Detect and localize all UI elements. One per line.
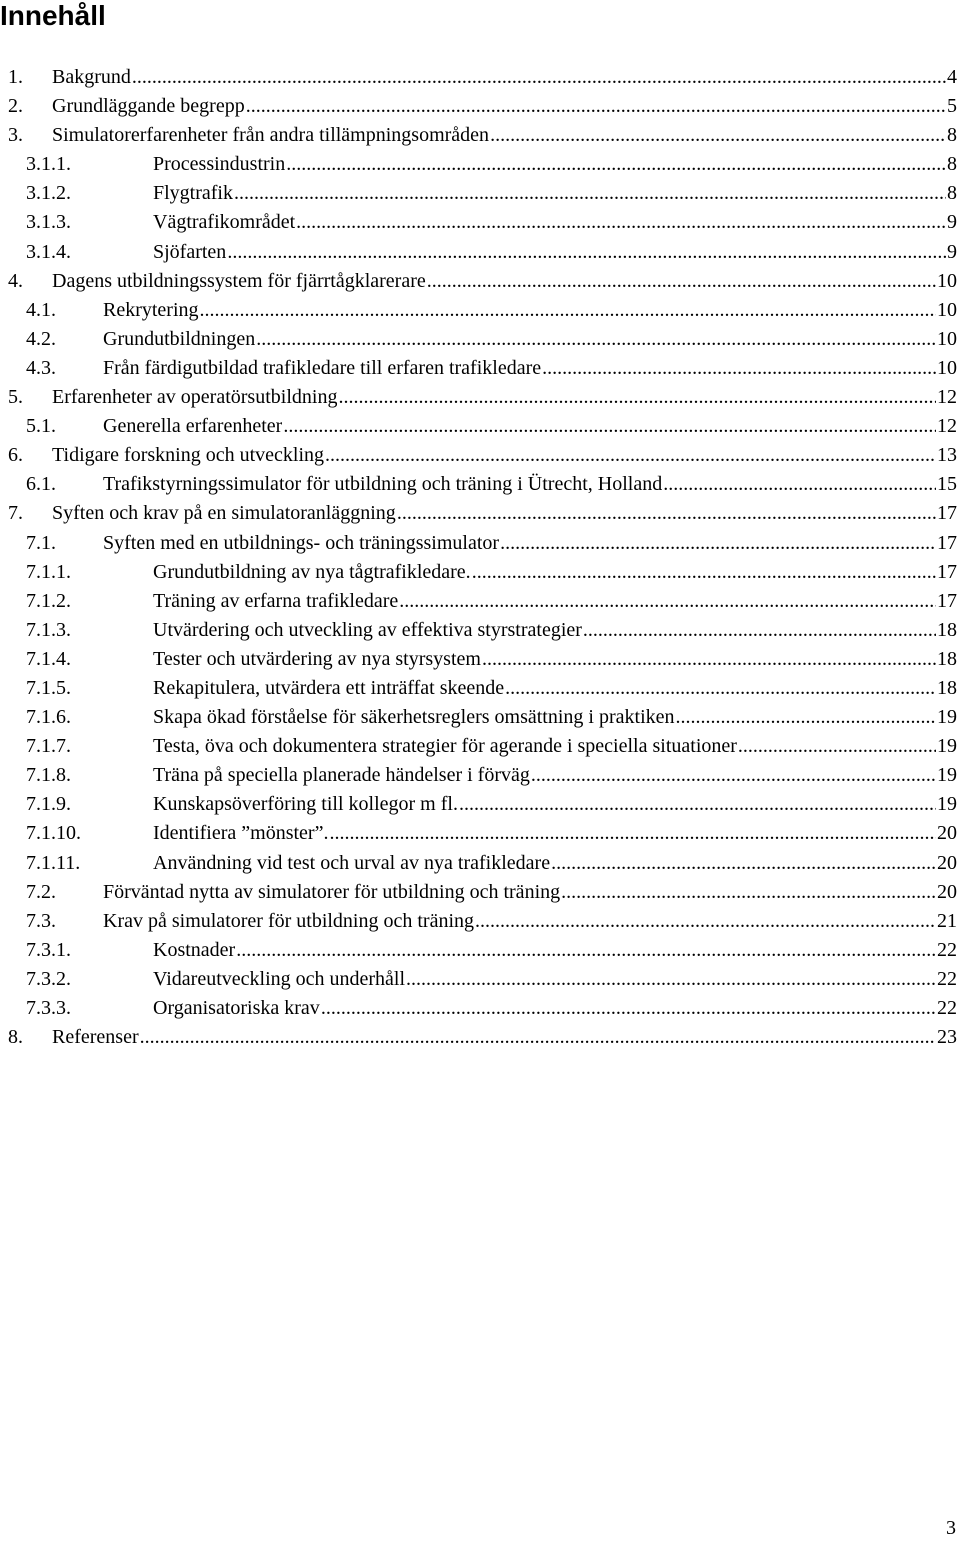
toc-entry-number: 7.3. (26, 909, 56, 932)
toc-entry-title: Syften med en utbildnings- och träningssimulator (103, 531, 500, 554)
toc-entry-page: 22 (937, 967, 957, 990)
toc-entry-page: 19 (937, 706, 957, 729)
toc-entry-title: Sjöfarten (153, 240, 227, 263)
toc-entry-number: 7.3.2. (26, 967, 71, 990)
toc-entry-number: 7.1.3. (26, 618, 71, 641)
toc-entry-number: 6. (8, 444, 23, 467)
toc-entry-number: 8. (8, 1026, 23, 1049)
toc-entry[interactable] (0, 92, 957, 121)
toc-entry-page: 8 (947, 153, 957, 176)
toc-entry-title: Flygtrafik (153, 182, 233, 205)
toc-dot-leader (256, 325, 936, 354)
toc-entry-page: 10 (937, 298, 957, 321)
toc-entry-title: Rekrytering (103, 298, 199, 321)
toc-dot-leader (561, 878, 936, 907)
toc-entry-number: 7.3.1. (26, 938, 71, 961)
toc-dot-leader (338, 383, 936, 412)
toc-entry-number: 7.1.10. (26, 822, 81, 845)
toc-entry-title: Från färdigutbildad trafikledare till erfaren trafikledare (103, 356, 542, 379)
toc-entry-page: 20 (937, 880, 957, 903)
toc-entry-page: 4 (947, 66, 957, 88)
toc-entry[interactable] (0, 325, 957, 354)
toc-dot-leader (236, 936, 936, 965)
toc-entry[interactable] (0, 267, 957, 296)
toc-entry-page: 22 (937, 938, 957, 961)
toc-entry-number: 7. (8, 502, 23, 525)
toc-entry-page: 18 (937, 647, 957, 670)
toc-entry-page: 19 (937, 793, 957, 816)
toc-entry-number: 4.3. (26, 356, 56, 379)
toc-entry-title: Grundutbildningen (103, 327, 256, 350)
toc-entry-title: Användning vid test och urval av nya trafikledare (153, 851, 551, 874)
toc-entry-title: Syften och krav på en simulatoranläggning (52, 502, 396, 525)
toc-entry[interactable] (0, 994, 957, 1023)
toc-entry[interactable] (0, 441, 957, 470)
toc-entry-page: 10 (937, 327, 957, 350)
toc-entry-title: Utvärdering och utveckling av effektiva styrstrategier (153, 618, 582, 641)
toc-dot-leader (283, 412, 936, 441)
toc-entry-number: 7.1.9. (26, 793, 71, 816)
toc-entry-number: 3.1.2. (26, 182, 71, 205)
toc-entry-page: 23 (937, 1026, 957, 1049)
toc-entry[interactable] (0, 238, 957, 267)
toc-dot-leader (505, 674, 936, 703)
toc-entry-title: Tester och utvärdering av nya styrsystem (153, 647, 481, 670)
toc-dot-leader (551, 849, 936, 878)
toc-dot-leader (227, 238, 946, 267)
toc-entry-title: Skapa ökad förståelse för säkerhetsreglers omsättning i praktiken (153, 706, 675, 729)
toc-entry-page: 17 (937, 502, 957, 525)
toc-entry-page: 10 (937, 356, 957, 379)
toc-entry-number: 7.1.6. (26, 706, 71, 729)
toc-entry[interactable] (0, 819, 957, 848)
toc-entry[interactable] (0, 732, 957, 761)
toc-entry-page: 17 (937, 531, 957, 554)
toc-entry-title: Generella erfarenheter (103, 415, 283, 438)
toc-entry[interactable] (0, 587, 957, 616)
toc-entry-title: Träning av erfarna trafikledare (153, 589, 399, 612)
toc-entry-number: 7.1.4. (26, 647, 71, 670)
toc-entry-title: Simulatorerfarenheter från andra tillämpningsområden (52, 124, 490, 147)
toc-entry-number: 4. (8, 269, 23, 292)
toc-entry-number: 6.1. (26, 473, 56, 496)
toc-entry-title: Kunskapsöverföring till kollegor m fl. (153, 793, 458, 816)
toc-dot-leader (321, 994, 936, 1023)
toc-entry-number: 4.1. (26, 298, 56, 321)
toc-entry-title: Vidareutveckling och underhåll (153, 967, 406, 990)
table-of-contents (0, 63, 957, 1052)
toc-entry-page: 19 (937, 735, 957, 758)
toc-entry-title: Referenser (52, 1026, 139, 1049)
toc-entry-title: Bakgrund (52, 66, 131, 88)
toc-dot-leader (482, 645, 936, 674)
toc-dot-leader (663, 470, 936, 499)
toc-dot-leader (427, 267, 936, 296)
toc-entry[interactable] (0, 936, 957, 965)
toc-entry-page: 18 (937, 676, 957, 699)
toc-entry-page: 22 (937, 997, 957, 1019)
toc-entry-page: 5 (947, 95, 957, 118)
page-number: 3 (946, 1517, 956, 1539)
toc-entry-page: 18 (937, 618, 957, 641)
toc-dot-leader (738, 732, 936, 761)
toc-entry[interactable] (0, 208, 957, 237)
toc-dot-leader (200, 296, 936, 325)
toc-entry-number: 7.1. (26, 531, 56, 554)
toc-entry-title: Dagens utbildningssystem för fjärrtågklarerare (52, 269, 426, 292)
toc-entry-page: 21 (937, 909, 957, 932)
toc-entry-title: Vägtrafikområdet (153, 211, 296, 234)
toc-entry-title: Krav på simulatorer för utbildning och träning (103, 909, 475, 932)
toc-entry-title: Testa, öva och dokumentera strategier för agerande i speciella situationer (153, 735, 737, 758)
toc-entry-page: 12 (937, 415, 957, 438)
toc-entry[interactable] (0, 121, 957, 150)
toc-entry-number: 3.1.4. (26, 240, 71, 263)
toc-entry[interactable] (0, 965, 957, 994)
toc-entry-number: 7.1.7. (26, 735, 71, 758)
page-title: Innehåll (0, 0, 106, 31)
toc-dot-leader (140, 1023, 936, 1052)
toc-entry-number: 3.1.1. (26, 153, 71, 176)
toc-dot-leader (459, 790, 936, 819)
toc-entry-title: Identifiera ”mönster”. (153, 822, 329, 845)
toc-entry[interactable] (0, 761, 957, 790)
toc-entry-number: 1. (8, 66, 23, 88)
toc-entry-number: 5.1. (26, 415, 56, 438)
toc-entry-title: Rekapitulera, utvärdera ett inträffat skeende (153, 676, 505, 699)
toc-dot-leader (296, 208, 946, 237)
toc-entry[interactable] (0, 296, 957, 325)
toc-dot-leader (329, 819, 936, 848)
toc-dot-leader (325, 441, 936, 470)
toc-entry-page: 12 (937, 386, 957, 409)
toc-entry-page: 10 (937, 269, 957, 292)
toc-entry-title: Förväntad nytta av simulatorer för utbildning och träning (103, 880, 561, 903)
toc-entry-title: Processindustrin (153, 153, 286, 176)
toc-entry[interactable] (0, 150, 957, 179)
toc-entry[interactable] (0, 63, 957, 92)
toc-entry-page: 8 (947, 182, 957, 205)
toc-dot-leader (399, 587, 936, 616)
toc-entry-title: Träna på speciella planerade händelser i förväg (153, 764, 530, 787)
toc-entry[interactable] (0, 470, 957, 499)
toc-entry-number: 4.2. (26, 327, 56, 350)
toc-entry[interactable] (0, 790, 957, 819)
toc-entry-number: 2. (8, 95, 23, 118)
toc-entry-title: Grundutbildning av nya tågtrafikledare. (153, 560, 471, 583)
toc-entry-number: 3. (8, 124, 23, 147)
toc-entry[interactable] (0, 383, 957, 412)
toc-entry[interactable] (0, 645, 957, 674)
toc-entry-title: Erfarenheter av operatörsutbildning (52, 386, 338, 409)
toc-entry-page: 8 (947, 124, 957, 147)
toc-entry[interactable] (0, 1023, 957, 1052)
toc-entry[interactable] (0, 674, 957, 703)
toc-entry[interactable] (0, 179, 957, 208)
toc-entry-number: 7.1.11. (26, 851, 81, 874)
toc-entry-number: 7.2. (26, 880, 56, 903)
toc-dot-leader (583, 616, 936, 645)
toc-entry-page: 9 (947, 211, 957, 234)
toc-dot-leader (234, 179, 946, 208)
toc-entry[interactable] (0, 499, 957, 528)
toc-dot-leader (500, 529, 936, 558)
toc-entry[interactable] (0, 616, 957, 645)
toc-dot-leader (286, 150, 946, 179)
toc-entry[interactable] (0, 849, 957, 878)
toc-entry[interactable] (0, 558, 957, 587)
toc-dot-leader (676, 703, 936, 732)
toc-entry-page: 17 (937, 589, 957, 612)
toc-entry-number: 7.3.3. (26, 997, 71, 1019)
toc-dot-leader (397, 499, 936, 528)
toc-entry-page: 13 (937, 444, 957, 467)
toc-entry-page: 20 (937, 851, 957, 874)
toc-dot-leader (472, 558, 936, 587)
toc-dot-leader (246, 92, 946, 121)
toc-entry-title: Trafikstyrningssimulator för utbildning och träning i Ütrecht, Holland (103, 473, 663, 496)
toc-dot-leader (406, 965, 936, 994)
toc-entry-number: 3.1.3. (26, 211, 71, 234)
toc-entry[interactable] (0, 354, 957, 383)
toc-entry-title: Kostnader (153, 938, 236, 961)
toc-dot-leader (542, 354, 936, 383)
toc-dot-leader (475, 907, 936, 936)
toc-entry[interactable] (0, 412, 957, 441)
toc-entry-page: 9 (947, 240, 957, 263)
toc-entry-page: 19 (937, 764, 957, 787)
toc-dot-leader (490, 121, 946, 150)
toc-entry-page: 20 (937, 822, 957, 845)
toc-entry-title: Organisatoriska krav (153, 997, 320, 1019)
toc-entry-page: 17 (937, 560, 957, 583)
toc-entry-title: Tidigare forskning och utveckling (52, 444, 325, 467)
toc-entry-number: 7.1.8. (26, 764, 71, 787)
toc-dot-leader (531, 761, 936, 790)
toc-entry[interactable] (0, 529, 957, 558)
toc-entry-page: 15 (937, 473, 957, 496)
toc-entry-number: 5. (8, 386, 23, 409)
toc-entry[interactable] (0, 878, 957, 907)
toc-dot-leader (132, 63, 946, 92)
toc-entry[interactable] (0, 907, 957, 936)
toc-entry-number: 7.1.1. (26, 560, 71, 583)
toc-entry-title: Grundläggande begrepp (52, 95, 245, 118)
toc-entry-number: 7.1.2. (26, 589, 71, 612)
toc-entry-number: 7.1.5. (26, 676, 71, 699)
toc-entry[interactable] (0, 703, 957, 732)
